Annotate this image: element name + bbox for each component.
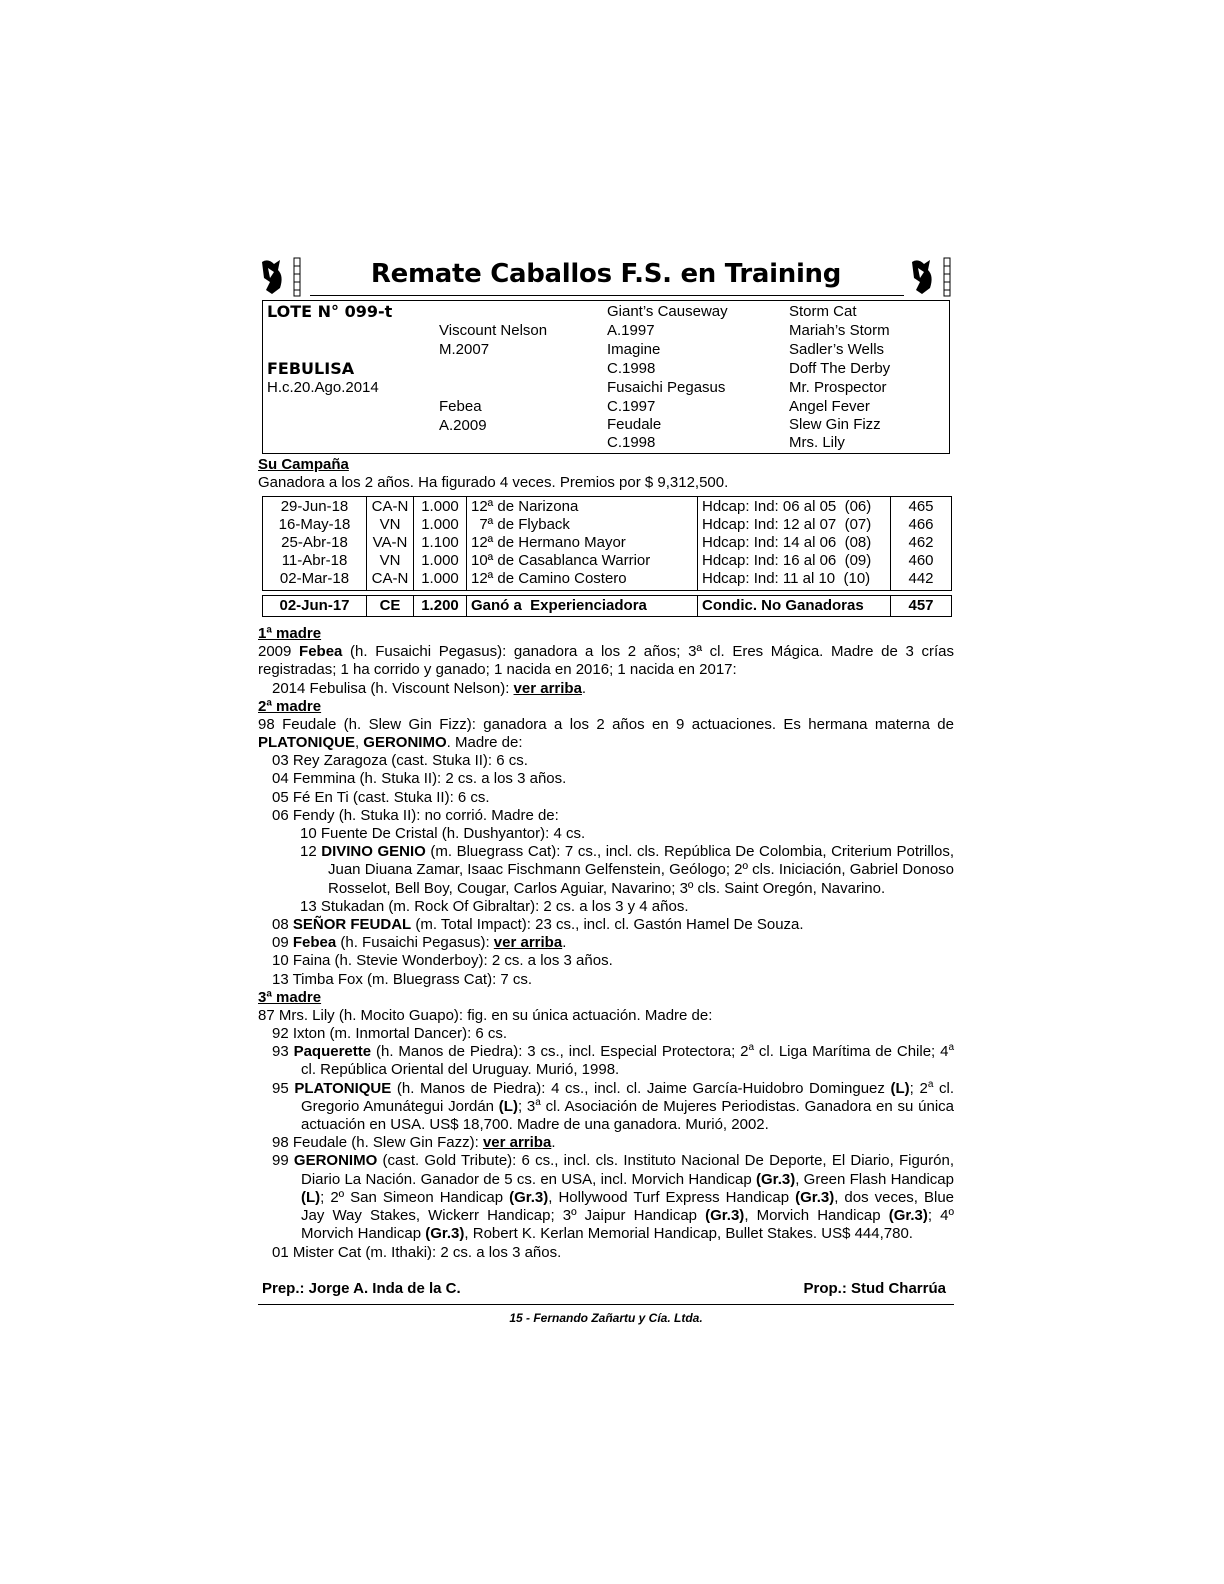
third-dam-heading: 3ª madre <box>258 988 322 1006</box>
table-row <box>263 516 952 534</box>
footer-rule <box>258 1304 954 1305</box>
sire-name: Viscount Nelson <box>439 322 548 339</box>
great-grandparent: Slew Gin Fizz <box>789 416 881 433</box>
sire-year: M.2007 <box>439 341 490 358</box>
produce-entry: 93 Paquerette (h. Manos de Piedra): 3 cs., incl. Especial Protectora; 2$^a$ cl. Liga Marítima de Chile; 4$^a$ cl. República Oriental del Uruguay. Murió, 1998. <box>272 1042 955 1079</box>
horse-description: H.c.20.Ago.2014 <box>267 379 379 396</box>
produce-entry: 92 Ixton (m. Inmortal Dancer): 6 cs. <box>272 1025 508 1043</box>
page-title: Remate Caballos F.S. en Training <box>370 259 842 289</box>
table-row <box>263 570 952 591</box>
produce-entry: 09 Febea (h. Fusaichi Pegasus): ver arriba. <box>272 934 567 952</box>
owner-label: Prop.: Stud Charrúa <box>803 1279 946 1297</box>
race-weight: 457 <box>891 596 952 617</box>
race-distance: 1.000 <box>414 497 467 517</box>
table-row <box>263 552 952 570</box>
great-grandparent: Mrs. Lily <box>789 434 845 451</box>
title-rule <box>310 295 904 296</box>
footer-credits <box>258 1280 954 1302</box>
table-row <box>263 497 952 517</box>
grandsire-paternal: Giant’s Causeway <box>607 303 728 320</box>
great-grandparent: Mr. Prospector <box>789 379 887 396</box>
race-weight: 466 <box>891 516 952 534</box>
race-track: CA-N <box>367 570 414 591</box>
great-grandparent: Doff The Derby <box>789 360 891 377</box>
produce-entry: 99 GERONIMO (cast. Gold Tribute): 6 cs., incl. cls. Instituto Nacional De Deporte, El Diario, Figurón, Diario La Nación. Ganador de 5 cs. en USA, incl. Morvich Handicap (Gr.3), Green Flash Handicap (L); 2º San Simeon Handicap (Gr.3), Hollywood Turf Express Handicap (Gr.3), dos veces, Blue Jay Way Stakes, Wickerr Handicap; 3º Jaipur Handicap (Gr.3), Morvich Handicap (Gr.3); 4º Morvich Handicap (Gr.3), Robert K. Kerlan Memorial Handicap, Bullet Stakes. US$ 444,780. <box>272 1152 955 1243</box>
race-date: 02-Mar-18 <box>263 570 367 591</box>
race-condition: Condic. No Ganadoras <box>698 596 891 617</box>
produce-entry: 06 Fendy (h. Stuka II): no corrió. Madre de: <box>272 806 559 824</box>
race-condition: Hdcap: Ind: 14 al 06 (08) <box>698 534 891 552</box>
campaign-heading: Su Campaña <box>258 456 349 473</box>
race-date: 02-Jun-17 <box>263 596 367 617</box>
race-condition: Hdcap: Ind: 06 al 05 (06) <box>698 497 891 517</box>
race-date: 25-Abr-18 <box>263 534 367 552</box>
race-weight: 465 <box>891 497 952 517</box>
race-track: VN <box>367 552 414 570</box>
race-condition: Hdcap: Ind: 11 al 10 (10) <box>698 570 891 591</box>
see-above-link[interactable]: ver arriba <box>513 679 582 697</box>
produce-entry: 08 SEÑOR FEUDAL (m. Total Impact): 23 cs., incl. cl. Gastón Hamel De Souza. <box>272 916 804 934</box>
grandsire-paternal-year: A.1997 <box>607 322 655 339</box>
race-weight: 460 <box>891 552 952 570</box>
produce-entry: 05 Fé En Ti (cast. Stuka II): 6 cs. <box>272 788 490 806</box>
table-row <box>263 534 952 552</box>
grandsire-maternal-year: C.1997 <box>607 398 656 415</box>
race-date: 29-Jun-18 <box>263 497 367 517</box>
granddam-maternal-year: C.1998 <box>607 434 656 451</box>
race-result: Ganó a Experienciadora <box>467 596 698 617</box>
race-condition: Hdcap: Ind: 16 al 06 (09) <box>698 552 891 570</box>
trainer-label: Prep.: Jorge A. Inda de la C. <box>262 1279 461 1297</box>
campaign-summary: Ganadora a los 2 años. Ha figurado 4 veces. Premios por $ 9,312,500. <box>258 474 729 491</box>
race-date: 16-May-18 <box>263 516 367 534</box>
horse-logo-icon <box>908 256 954 298</box>
race-distance: 1.000 <box>414 552 467 570</box>
produce-entry: 04 Femmina (h. Stuka II): 2 cs. a los 3 años. <box>272 770 567 788</box>
produce-entry: 13 Stukadan (m. Rock Of Gibraltar): 2 cs. a los 3 y 4 años. <box>300 897 689 915</box>
race-result: 12ª de Camino Costero <box>467 570 698 591</box>
great-grandparent: Sadler’s Wells <box>789 341 885 358</box>
race-result: 12ª de Hermano Mayor <box>467 534 698 552</box>
granddam-paternal-year: C.1998 <box>607 360 656 377</box>
produce-entry: 12 DIVINO GENIO (m. Bluegrass Cat): 7 cs., incl. cls. República De Colombia, Criterium Potrillos, Juan Diuana Zamar, Isaac Fischmann Gelfenstein, Geólogo; 2º cls. Iniciación, Gabriel Donoso Rosselot, Bell Boy, Cougar, Carlos Aguiar, Navarino; 3º cls. Saint Oregón, Navarino. <box>300 843 954 897</box>
produce-entry: 98 Feudale (h. Slew Gin Fazz): ver arriba. <box>272 1134 556 1152</box>
race-weight: 442 <box>891 570 952 591</box>
produce-entry: 10 Faina (h. Stevie Wonderboy): 2 cs. a los 3 años. <box>272 952 613 970</box>
see-above-link[interactable]: ver arriba <box>482 1134 552 1152</box>
race-date: 11-Abr-18 <box>263 552 367 570</box>
race-result: 10ª de Casablanca Warrior <box>467 552 698 570</box>
second-dam-text: 98 Feudale (h. Slew Gin Fizz): ganadora a los 2 años en 9 actuaciones. Es hermana materna de PLATONIQUE, GERONIMO. Madre de: <box>258 715 954 752</box>
great-grandparent: Angel Fever <box>789 398 870 415</box>
first-dam-heading: 1ª madre <box>258 625 322 643</box>
race-table <box>262 496 952 617</box>
produce-entry: 13 Timba Fox (m. Bluegrass Cat): 7 cs. <box>272 970 533 988</box>
race-track: CA-N <box>367 497 414 517</box>
race-distance: 1.100 <box>414 534 467 552</box>
great-grandparent: Storm Cat <box>789 303 857 320</box>
race-distance: 1.000 <box>414 516 467 534</box>
race-track: VN <box>367 516 414 534</box>
race-result: 7ª de Flyback <box>467 516 698 534</box>
produce-entry: 10 Fuente De Cristal (h. Dushyantor): 4 cs. <box>300 825 586 843</box>
produce-entry: 01 Mister Cat (m. Ithaki): 2 cs. a los 3 años. <box>272 1243 562 1261</box>
page-header <box>258 254 954 300</box>
page-footer: 15 - Fernando Zañartu y Cía. Ltda. <box>509 1310 703 1325</box>
great-grandparent: Mariah’s Storm <box>789 322 890 339</box>
granddam-paternal: Imagine <box>607 341 661 358</box>
granddam-maternal: Feudale <box>607 416 662 433</box>
race-result: 12ª de Narizona <box>467 497 698 517</box>
produce-entry: 95 PLATONIQUE (h. Manos de Piedra): 4 cs., incl. cl. Jaime García-Huidobro Dominguez (L); 2$^a$ cl. Gregorio Amunátegui Jordán (L); 3$^a$ cl. Asociación de Mujeres Periodistas. Ganadora en su única actuación en USA. US$ 18,700. Madre de una ganadora. Murió, 2002. <box>272 1078 954 1134</box>
third-dam-text: 87 Mrs. Lily (h. Mocito Guapo): fig. en su única actuación. Madre de: <box>258 1006 713 1024</box>
produce-entry: 03 Rey Zaragoza (cast. Stuka II): 6 cs. <box>272 752 528 770</box>
race-track: VA-N <box>367 534 414 552</box>
first-dam-text: 2009 Febea (h. Fusaichi Pegasus): ganadora a los 2 años; 3ª cl. Eres Mágica. Madre de 3 crías registradas; 1 ha corrido y ganado; 1 nacida en 2016; 1 nacida en 2017: <box>258 643 954 679</box>
catalog-page <box>258 254 954 1325</box>
race-distance: 1.000 <box>414 570 467 591</box>
race-weight: 462 <box>891 534 952 552</box>
pedigree-box <box>262 300 950 454</box>
dam-name: Febea <box>439 398 482 415</box>
dam-year: A.2009 <box>439 417 487 434</box>
grandsire-maternal: Fusaichi Pegasus <box>607 379 726 396</box>
race-distance: 1.200 <box>414 596 467 617</box>
race-track: CE <box>367 596 414 617</box>
see-above-link[interactable]: ver arriba <box>493 934 563 952</box>
second-dam-heading: 2ª madre <box>258 697 322 715</box>
first-dam-foal: 2014 Febulisa (h. Viscount Nelson): ver arriba. <box>272 679 587 697</box>
winning-race-row <box>263 596 952 617</box>
race-condition: Hdcap: Ind: 12 al 07 (07) <box>698 516 891 534</box>
lot-number: LOTE N° 099-t <box>267 302 393 321</box>
horse-name: FEBULISA <box>267 359 355 378</box>
